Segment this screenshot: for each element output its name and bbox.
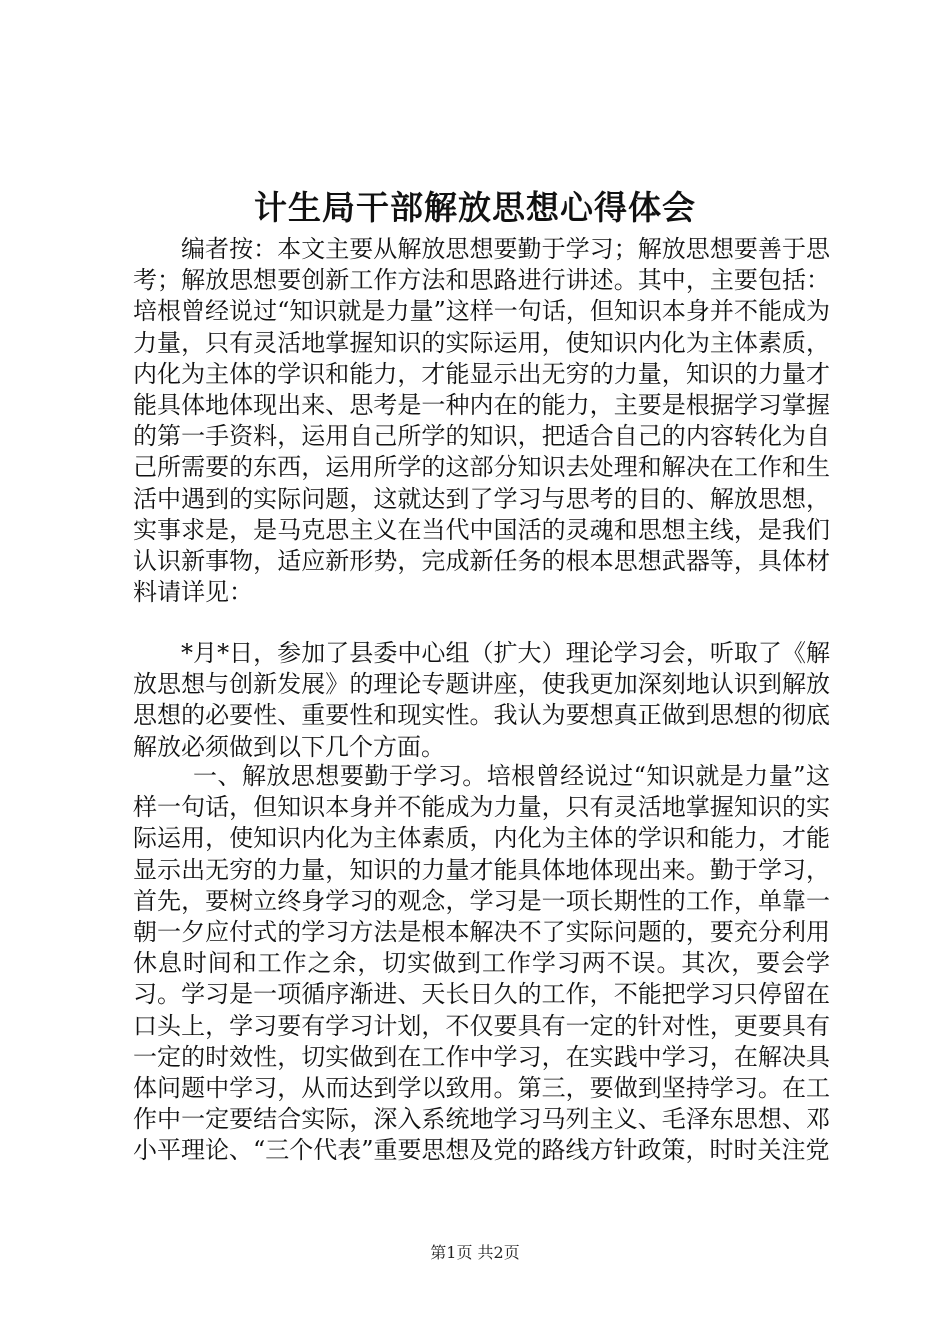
section-one-paragraph: 一、解放思想要勤于学习。培根曾经说过“知识就是力量”这样一句话，但知识本身并不能成为力量，只有灵活地掌握知识的实际运用，使知识内化为主体素质，内化为主体的学识和能力，才能显示出无穷的力量，知识的力量才能具体地体现出来。勤于学习，首先，要树立终身学习的观念，学习是一项长期性的工作，单靠一朝一夕应付式的学习方法是根本解决不了实际问题的，要充分利用休息时间和工作之余，切实做到工作学习两不误。其次，要会学习。学习是一项循序渐进、天长日久的工作，不能把学习只停留在口头上，学习要有学习计划，不仅要具有一定的针对性，更要具有一定的时效性，切实做到在工作中学习，在实践中学习，在解决具体问题中学习，从而达到学以致用。第三，要做到坚持学习。在工作中一定要结合实际，深入系统地学习马列主义、毛泽东思想、邓小平理论、“三个代表”重要思想及党的路线方针政策，时时关注党 [133, 762, 830, 1165]
page-number-footer: 第1页 共2页 [430, 1243, 520, 1262]
document-title: 计生局干部解放思想心得体会 [254, 188, 696, 227]
intro-paragraph: *月*日，参加了县委中心组（扩大）理论学习会，听取了《解放思想与创新发展》的理论专题讲座，使我更加深刻地认识到解放思想的必要性、重要性和现实性。我认为要想真正做到思想的彻底解放必须做到以下几个方面。 [133, 639, 830, 761]
editor-note-paragraph: 编者按：本文主要从解放思想要勤于学习；解放思想要善于思考；解放思想要创新工作方法和思路进行讲述。其中，主要包括：培根曾经说过“知识就是力量”这样一句话，但知识本身并不能成为力量，只有灵活地掌握知识的实际运用，使知识内化为主体素质，内化为主体的学识和能力，才能显示出无穷的力量，知识的力量才能具体地体现出来、思考是一种内在的能力，主要是根据学习掌握的第一手资料，运用自己所学的知识，把适合自己的内容转化为自己所需要的东西，运用所学的这部分知识去处理和解决在工作和生活中遇到的实际问题，这就达到了学习与思考的目的、解放思想，实事求是，是马克思主义在当代中国活的灵魂和思想主线，是我们认识新事物，适应新形势，完成新任务的根本思想武器等，具体材料请详见： [133, 235, 830, 607]
